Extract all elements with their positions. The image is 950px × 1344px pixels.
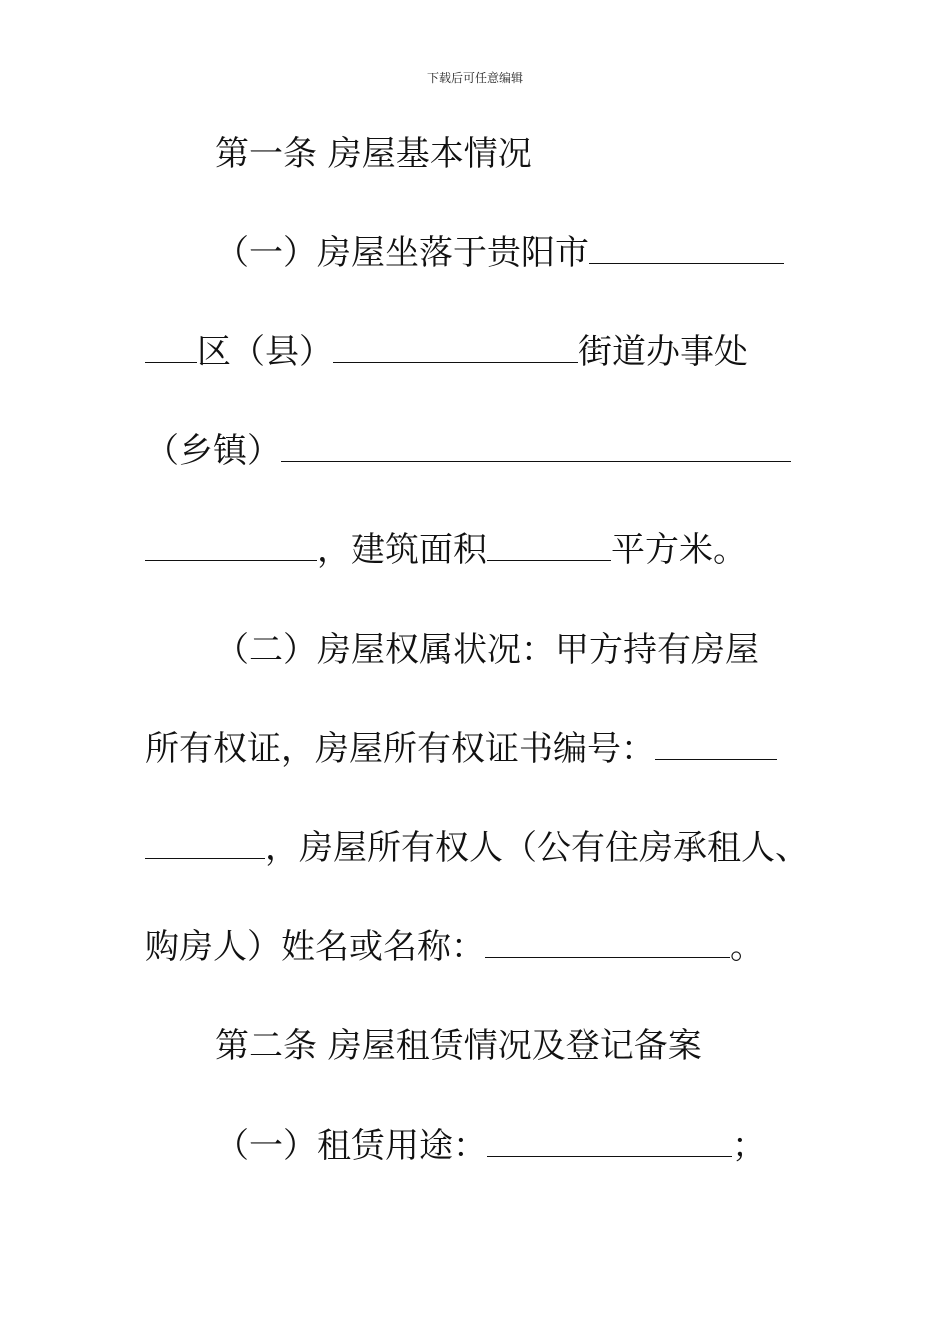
- line-text: ，房屋所有权人（公有住房承租人、: [265, 828, 809, 868]
- header-note: 下载后可任意编辑: [426, 71, 523, 85]
- paragraph-line: [215, 233, 784, 273]
- paragraph-line: [145, 431, 791, 471]
- paragraph-line: [145, 332, 748, 372]
- line-text: （二）房屋权属状况：甲方持有房屋: [215, 630, 759, 670]
- paragraph-line: [145, 530, 747, 570]
- article-2-heading: [215, 1026, 702, 1066]
- district-blank[interactable]: [145, 332, 197, 363]
- floor-area-blank[interactable]: [487, 530, 611, 561]
- line-text: 区（县）: [197, 332, 333, 372]
- paragraph-line: [215, 630, 759, 670]
- city-blank[interactable]: [589, 233, 784, 264]
- article-1-heading: [215, 134, 532, 174]
- line-text: ，建筑面积: [317, 530, 487, 570]
- township-blank[interactable]: [281, 431, 791, 462]
- paragraph-line: [215, 1126, 766, 1166]
- line-text: 。: [730, 927, 764, 967]
- line-text: 街道办事处: [578, 332, 748, 372]
- street-office-blank[interactable]: [333, 332, 578, 363]
- paragraph-line: [145, 828, 809, 868]
- line-text: ；: [732, 1126, 766, 1166]
- paragraph-line: [145, 729, 777, 769]
- certificate-number-blank[interactable]: [655, 729, 777, 760]
- line-text: 购房人）姓名或名称：: [145, 927, 485, 967]
- certificate-number-continued-blank[interactable]: [145, 828, 265, 859]
- article-1-heading-text: 第一条 房屋基本情况: [215, 134, 532, 174]
- line-text: （乡镇）: [145, 431, 281, 471]
- line-text: （一）租赁用途：: [215, 1126, 487, 1166]
- paragraph-line: [145, 927, 764, 967]
- owner-name-blank[interactable]: [485, 927, 730, 958]
- line-text: 平方米。: [611, 530, 747, 570]
- line-text: （一）房屋坐落于贵阳市: [215, 233, 589, 273]
- article-2-heading-text: 第二条 房屋租赁情况及登记备案: [215, 1026, 702, 1066]
- line-text: 所有权证，房屋所有权证书编号：: [145, 729, 655, 769]
- address-continued-blank[interactable]: [145, 530, 317, 561]
- lease-purpose-blank[interactable]: [487, 1126, 732, 1157]
